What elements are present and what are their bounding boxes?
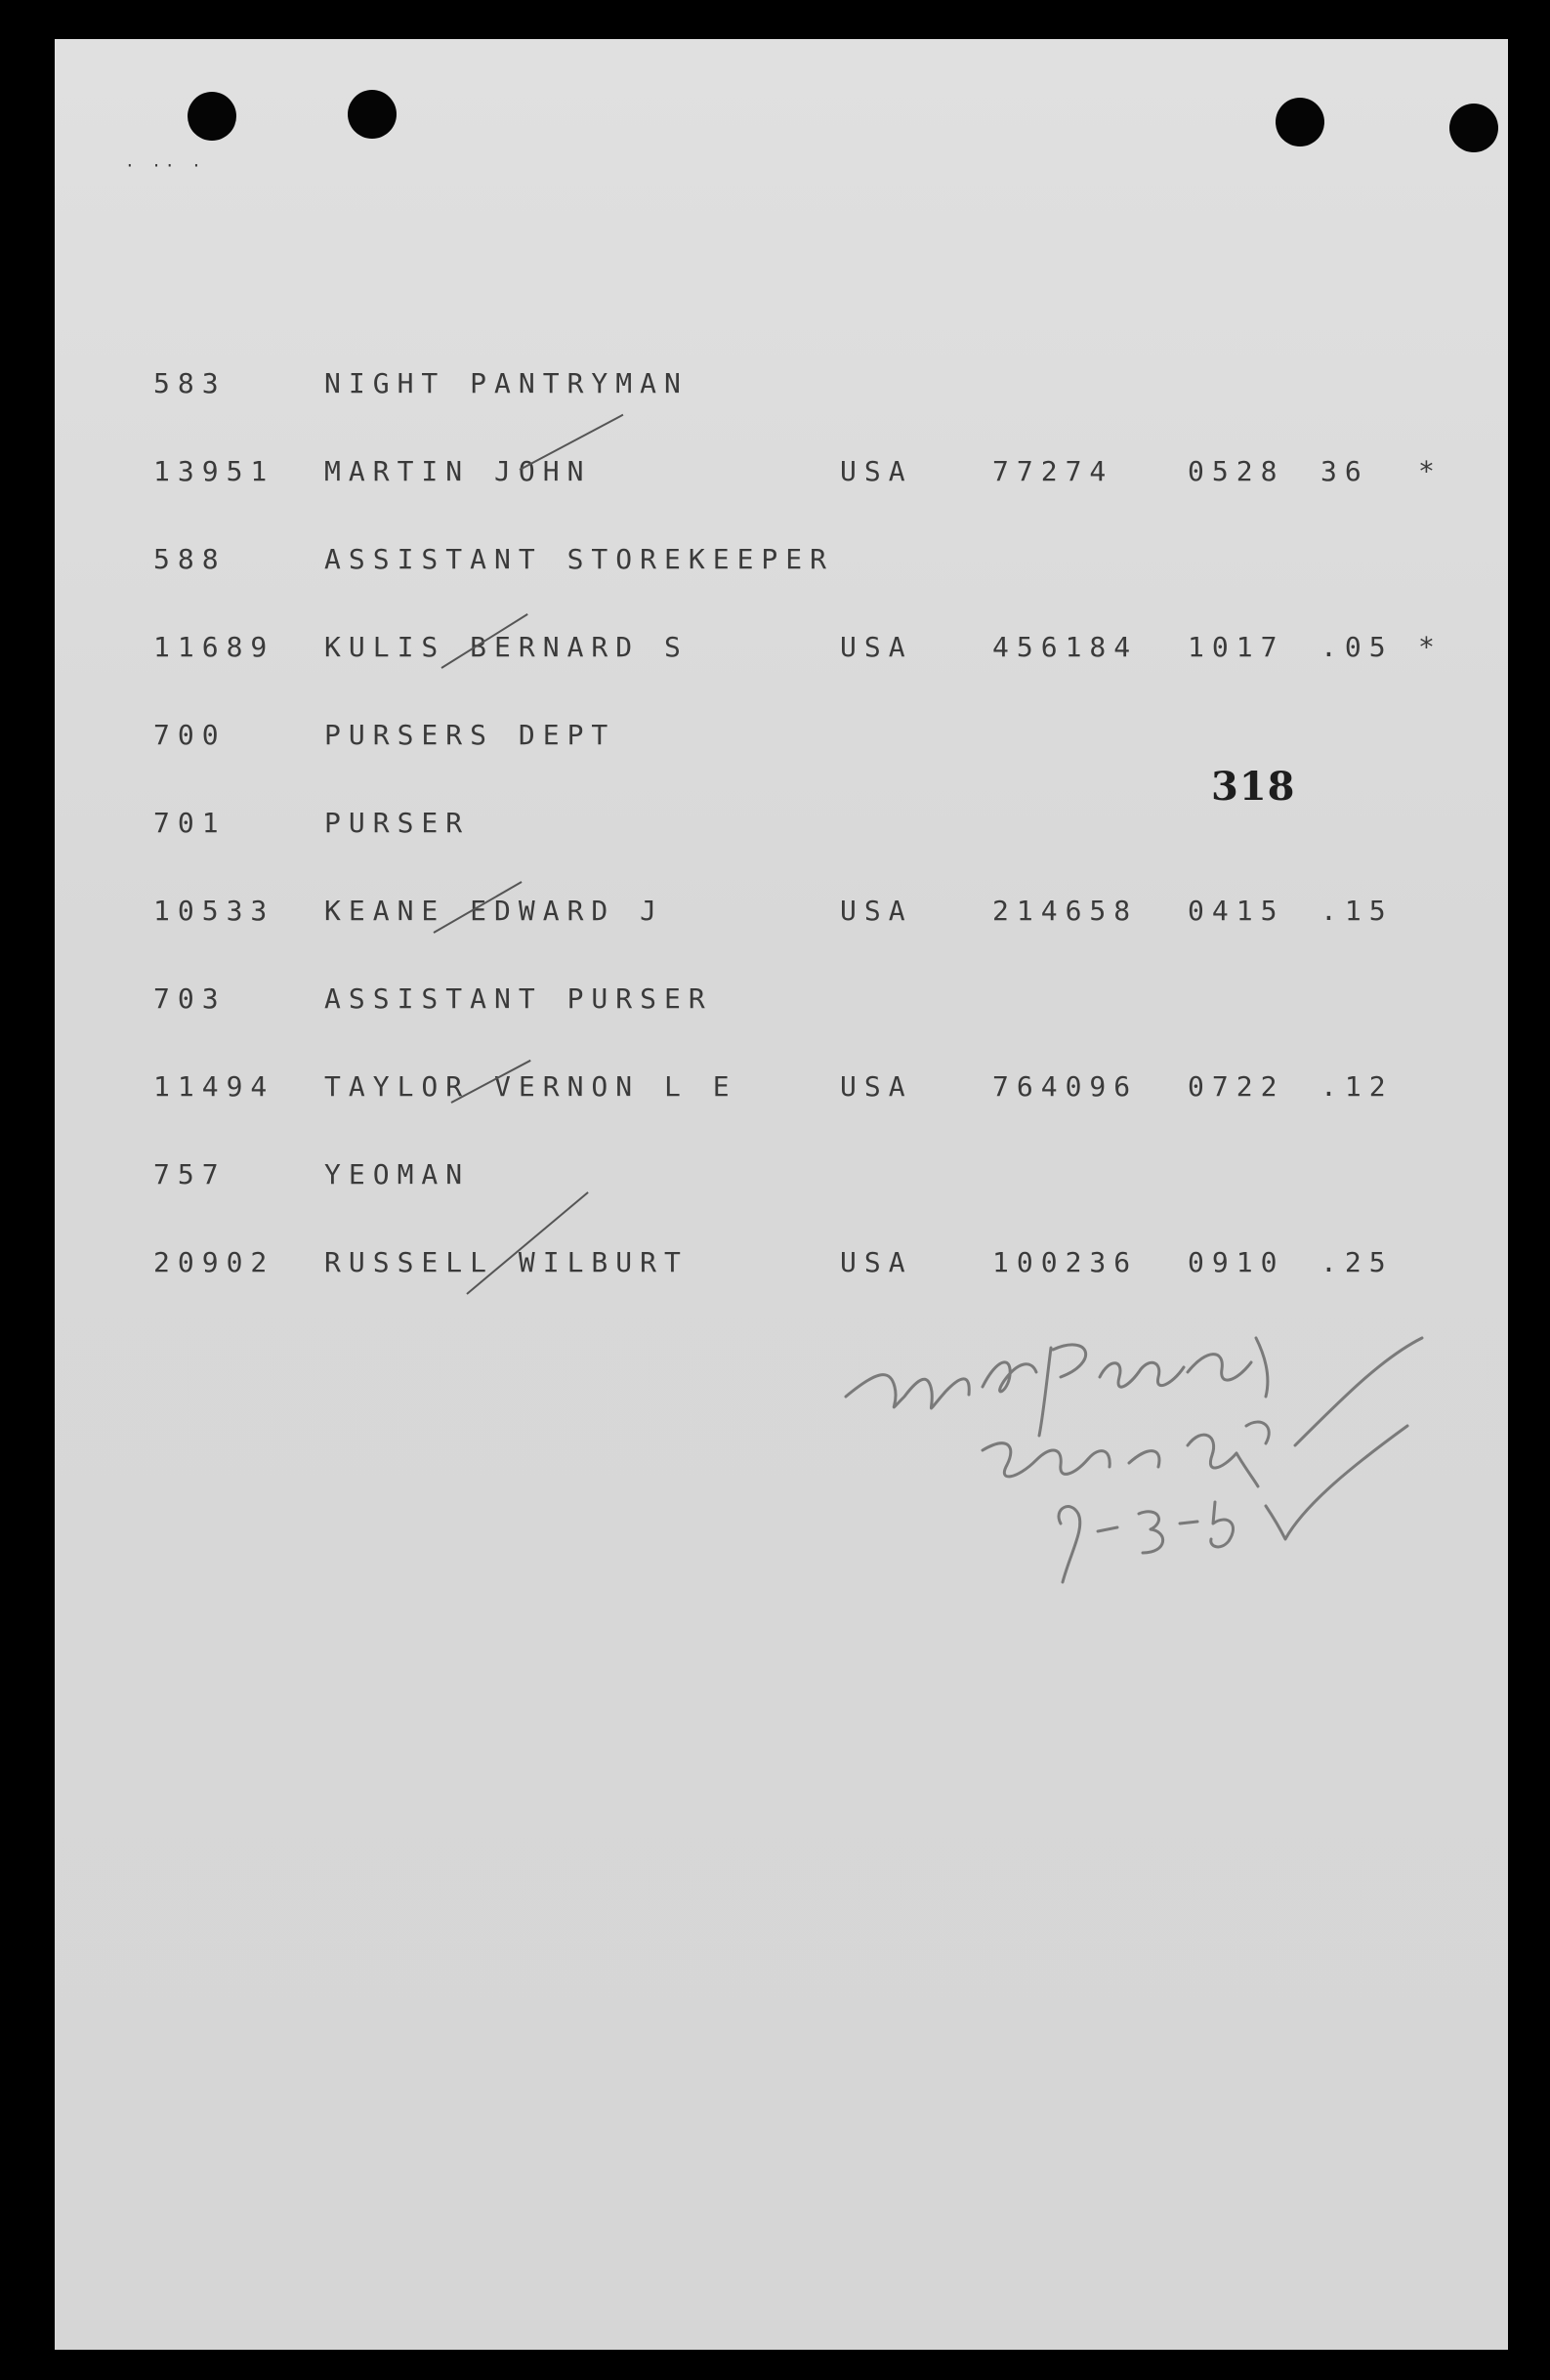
row-code: 588	[153, 543, 227, 575]
row-code: 700	[153, 719, 227, 751]
row-date: 0415	[1188, 895, 1285, 927]
page-number-stamp: 318	[1211, 764, 1296, 810]
scan-edge	[1546, 2168, 1550, 2315]
row-date: 1017	[1188, 631, 1285, 663]
row-name: MARTIN JOHN	[324, 455, 592, 487]
row-name: KULIS BERNARD S	[324, 631, 689, 663]
row-date: 0528	[1188, 455, 1285, 487]
row-code: 703	[153, 982, 227, 1015]
row-number: 456184	[992, 631, 1139, 663]
row-name: KEANE EDWARD J	[324, 895, 665, 927]
row-value: .15	[1320, 895, 1394, 927]
row-nationality: USA	[840, 895, 913, 927]
row-value: .12	[1320, 1070, 1394, 1103]
row-code: 583	[153, 367, 227, 399]
row-number: 77274	[992, 455, 1114, 487]
punch-hole	[1276, 98, 1324, 146]
inspector-signature	[836, 1279, 1539, 1592]
row-name: ASSISTANT PURSER	[324, 982, 713, 1015]
row-nationality: USA	[840, 455, 913, 487]
row-code: 11494	[153, 1070, 275, 1103]
row-code: 13951	[153, 455, 275, 487]
row-value: .25	[1320, 1246, 1394, 1278]
row-name: TAYLOR VERNON L E	[324, 1070, 737, 1103]
row-nationality: USA	[840, 1070, 913, 1103]
row-mark: *	[1418, 631, 1443, 663]
punch-hole	[188, 92, 236, 141]
row-name: PURSERS DEPT	[324, 719, 616, 751]
row-name: RUSSELL WILBURT	[324, 1246, 689, 1278]
row-number: 764096	[992, 1070, 1139, 1103]
row-value: .05	[1320, 631, 1394, 663]
row-mark: *	[1418, 455, 1443, 487]
row-number: 214658	[992, 895, 1139, 927]
row-name: PURSER	[324, 807, 471, 839]
row-code: 701	[153, 807, 227, 839]
paper-specks: · ·· ·	[125, 156, 205, 175]
row-code: 20902	[153, 1246, 275, 1278]
row-nationality: USA	[840, 631, 913, 663]
row-date: 0910	[1188, 1246, 1285, 1278]
row-name: YEOMAN	[324, 1158, 471, 1190]
document-page	[55, 39, 1508, 2350]
punch-hole	[1449, 104, 1498, 152]
row-nationality: USA	[840, 1246, 913, 1278]
row-date: 0722	[1188, 1070, 1285, 1103]
row-name: NIGHT PANTRYMAN	[324, 367, 689, 399]
row-code: 10533	[153, 895, 275, 927]
row-name: ASSISTANT STOREKEEPER	[324, 543, 835, 575]
punch-hole	[348, 90, 397, 139]
row-number: 100236	[992, 1246, 1139, 1278]
row-code: 11689	[153, 631, 275, 663]
row-value: 36	[1320, 455, 1369, 487]
row-code: 757	[153, 1158, 227, 1190]
check-mark	[466, 1191, 588, 1295]
